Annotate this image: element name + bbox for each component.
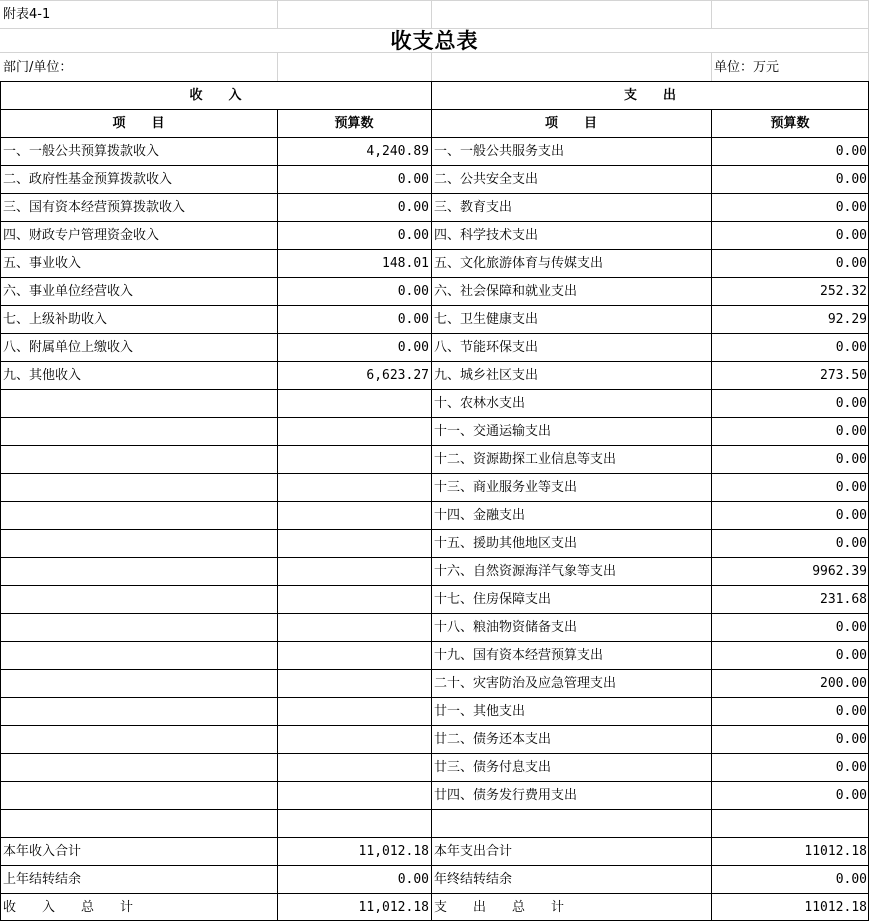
expense-item-cell[interactable]: 八、节能环保支出 [434, 339, 539, 355]
expense-value-cell[interactable]: 0.00 [835, 143, 867, 159]
grid-line [0, 81, 869, 82]
income-value-cell[interactable]: 148.01 [382, 255, 429, 271]
grid-line [277, 0, 278, 28]
income-value-cell[interactable]: 11,012.18 [358, 899, 429, 915]
income-value-cell[interactable] [277, 641, 431, 669]
expense-item-cell[interactable]: 廿四、债务发行费用支出 [434, 787, 578, 803]
expense-value-cell[interactable]: 0.00 [835, 731, 867, 747]
expense-value-cell[interactable]: 0.00 [835, 339, 867, 355]
income-value-cell[interactable]: 0.00 [397, 871, 429, 887]
income-item-cell[interactable]: 上年结转结余 [3, 871, 82, 887]
income-value-cell[interactable] [277, 389, 431, 417]
income-item-cell[interactable] [0, 697, 277, 725]
income-item-cell[interactable]: 收 入 总 计 [3, 899, 134, 915]
income-item-cell[interactable] [0, 585, 277, 613]
expense-section-header[interactable]: 支 出 [623, 87, 676, 103]
income-value-cell[interactable] [277, 613, 431, 641]
expense-item-cell[interactable]: 二十、灾害防治及应急管理支出 [434, 675, 617, 691]
expense-item-cell[interactable]: 十、农林水支出 [434, 395, 526, 411]
income-value-cell[interactable] [277, 529, 431, 557]
expense-value-cell[interactable]: 9962.39 [812, 563, 867, 579]
grid-line [0, 697, 869, 698]
income-item-cell[interactable]: 五、事业收入 [3, 255, 82, 271]
expense-item-cell[interactable]: 十三、商业服务业等支出 [434, 479, 578, 495]
income-item-cell[interactable]: 四、财政专户管理资金收入 [3, 227, 160, 243]
income-item-cell[interactable]: 九、其他收入 [3, 367, 82, 383]
income-item-cell[interactable] [0, 809, 277, 837]
expense-value-cell[interactable]: 0.00 [835, 171, 867, 187]
grid-line [277, 53, 278, 81]
department-label[interactable]: 部门/单位： [3, 59, 73, 75]
expense-item-cell[interactable]: 廿三、债务付息支出 [434, 759, 552, 775]
grid-line [0, 781, 869, 782]
income-value-cell[interactable]: 0.00 [397, 339, 429, 355]
income-item-cell[interactable] [0, 669, 277, 697]
income-value-cell[interactable]: 0.00 [397, 227, 429, 243]
expense-item-cell[interactable]: 二、公共安全支出 [434, 171, 539, 187]
income-item-cell[interactable] [0, 641, 277, 669]
grid-line [0, 361, 869, 362]
income-value-cell[interactable] [277, 445, 431, 473]
income-value-cell[interactable] [277, 585, 431, 613]
grid-line [711, 109, 712, 921]
grid-line [0, 389, 869, 390]
income-value-cell[interactable] [277, 417, 431, 445]
grid-line [0, 137, 869, 138]
expense-value-cell[interactable]: 0.00 [835, 787, 867, 803]
grid-line [0, 52, 869, 53]
unit-label[interactable]: 单位：万元 [714, 59, 780, 75]
expense-value-cell[interactable]: 273.50 [820, 367, 867, 383]
income-item-cell[interactable]: 八、附属单位上缴收入 [3, 339, 134, 355]
expense-item-cell[interactable]: 十五、援助其他地区支出 [434, 535, 578, 551]
expense-item-cell[interactable]: 十六、自然资源海洋气象等支出 [434, 563, 617, 579]
grid-line [0, 753, 869, 754]
expense-item-cell[interactable]: 支 出 总 计 [434, 899, 565, 915]
grid-line [0, 333, 869, 334]
income-value-cell[interactable]: 0.00 [397, 171, 429, 187]
income-item-cell[interactable]: 一、一般公共预算拨款收入 [3, 143, 160, 159]
income-item-cell[interactable]: 六、事业单位经营收入 [3, 283, 134, 299]
income-value-cell[interactable] [277, 669, 431, 697]
expense-value-cell[interactable]: 0.00 [835, 871, 867, 887]
expense-value-cell[interactable]: 0.00 [835, 535, 867, 551]
income-item-column-header[interactable]: 项 目 [112, 115, 165, 131]
expense-value-cell[interactable]: 0.00 [835, 619, 867, 635]
income-value-cell[interactable]: 4,240.89 [366, 143, 429, 159]
expense-item-cell[interactable]: 一、一般公共服务支出 [434, 143, 565, 159]
grid-line [0, 249, 869, 250]
income-section-header[interactable]: 收 入 [189, 87, 242, 103]
expense-item-cell[interactable]: 廿二、债务还本支出 [434, 731, 552, 747]
grid-line [0, 473, 869, 474]
expense-value-cell[interactable] [711, 809, 869, 837]
page-title[interactable]: 收支总表 [390, 29, 479, 53]
income-value-cell[interactable]: 6,623.27 [366, 367, 429, 383]
income-value-cell[interactable] [277, 809, 431, 837]
grid-line [0, 221, 869, 222]
income-value-cell[interactable] [277, 725, 431, 753]
grid-line [0, 669, 869, 670]
income-item-cell[interactable] [0, 781, 277, 809]
expense-value-cell[interactable]: 0.00 [835, 423, 867, 439]
income-value-cell[interactable]: 0.00 [397, 199, 429, 215]
expense-item-cell[interactable]: 十四、金融支出 [434, 507, 526, 523]
expense-value-cell[interactable]: 11012.18 [804, 843, 867, 859]
grid-line [0, 0, 869, 1]
income-item-cell[interactable]: 二、政府性基金预算拨款收入 [3, 171, 173, 187]
income-item-cell[interactable] [0, 557, 277, 585]
grid-line [431, 53, 432, 81]
expense-item-cell[interactable]: 十八、粮油物资储备支出 [434, 619, 578, 635]
grid-line [0, 277, 869, 278]
income-item-cell[interactable] [0, 445, 277, 473]
grid-line [0, 417, 869, 418]
expense-item-column-header[interactable]: 项 目 [544, 115, 597, 131]
expense-item-cell[interactable]: 六、社会保障和就业支出 [434, 283, 578, 299]
grid-line [431, 81, 432, 921]
grid-line [0, 613, 869, 614]
income-value-cell[interactable] [277, 473, 431, 501]
income-item-cell[interactable] [0, 389, 277, 417]
expense-item-cell[interactable]: 本年支出合计 [434, 843, 513, 859]
expense-value-cell[interactable]: 0.00 [835, 227, 867, 243]
expense-item-cell[interactable]: 十九、国有资本经营预算支出 [434, 647, 604, 663]
expense-value-cell[interactable]: 11012.18 [804, 899, 867, 915]
income-item-cell[interactable] [0, 529, 277, 557]
income-value-cell[interactable]: 11,012.18 [358, 843, 429, 859]
expense-value-cell[interactable]: 0.00 [835, 395, 867, 411]
expense-value-cell[interactable]: 0.00 [835, 507, 867, 523]
income-item-cell[interactable] [0, 417, 277, 445]
income-item-cell[interactable]: 本年收入合计 [3, 843, 82, 859]
income-value-cell[interactable]: 0.00 [397, 283, 429, 299]
grid-line [277, 109, 278, 921]
expense-value-cell[interactable]: 200.00 [820, 675, 867, 691]
grid-line [431, 0, 432, 28]
income-value-cell[interactable]: 0.00 [397, 311, 429, 327]
income-item-cell[interactable]: 三、国有资本经营预算拨款收入 [3, 199, 186, 215]
grid-line [0, 585, 869, 586]
grid-line [0, 28, 869, 29]
grid-line [0, 109, 869, 110]
expense-item-cell[interactable]: 十二、资源勘探工业信息等支出 [434, 451, 617, 467]
income-item-cell[interactable] [0, 613, 277, 641]
expense-item-cell[interactable] [431, 809, 711, 837]
grid-line [0, 725, 869, 726]
grid-line [0, 865, 869, 866]
grid-line [711, 53, 712, 81]
income-value-cell[interactable] [277, 781, 431, 809]
expense-item-cell[interactable]: 廿一、其他支出 [434, 703, 526, 719]
expense-budget-column-header[interactable]: 预算数 [770, 115, 810, 131]
grid-line [0, 529, 869, 530]
grid-line [0, 305, 869, 306]
grid-line [0, 193, 869, 194]
income-item-cell[interactable] [0, 473, 277, 501]
grid-line [0, 837, 869, 838]
table-caption[interactable]: 附表4-1 [3, 7, 51, 22]
income-item-cell[interactable]: 七、上级补助收入 [3, 311, 108, 327]
expense-item-cell[interactable]: 三、教育支出 [434, 199, 513, 215]
grid-line [0, 641, 869, 642]
grid-line [711, 0, 712, 28]
expense-value-cell[interactable]: 0.00 [835, 647, 867, 663]
income-value-cell[interactable] [277, 501, 431, 529]
expense-value-cell[interactable]: 0.00 [835, 479, 867, 495]
expense-value-cell[interactable]: 0.00 [835, 199, 867, 215]
expense-value-cell[interactable]: 231.68 [820, 591, 867, 607]
grid-line [0, 809, 869, 810]
income-budget-column-header[interactable]: 预算数 [334, 115, 374, 131]
income-value-cell[interactable] [277, 753, 431, 781]
expense-value-cell[interactable]: 252.32 [820, 283, 867, 299]
income-item-cell[interactable] [0, 725, 277, 753]
expense-item-cell[interactable]: 十七、住房保障支出 [434, 591, 552, 607]
expense-value-cell[interactable]: 0.00 [835, 759, 867, 775]
expense-value-cell[interactable]: 92.29 [827, 311, 867, 327]
grid-line [0, 81, 1, 921]
income-item-cell[interactable] [0, 753, 277, 781]
expense-item-cell[interactable]: 五、文化旅游体育与传媒支出 [434, 255, 604, 271]
grid-line [0, 501, 869, 502]
expense-item-cell[interactable]: 四、科学技术支出 [434, 227, 539, 243]
expense-item-cell[interactable]: 七、卫生健康支出 [434, 311, 539, 327]
income-value-cell[interactable] [277, 697, 431, 725]
grid-line [0, 165, 869, 166]
expense-item-cell[interactable]: 九、城乡社区支出 [434, 367, 539, 383]
grid-line [0, 893, 869, 894]
expense-value-cell[interactable]: 0.00 [835, 255, 867, 271]
expense-item-cell[interactable]: 十一、交通运输支出 [434, 423, 552, 439]
expense-value-cell[interactable]: 0.00 [835, 703, 867, 719]
income-value-cell[interactable] [277, 557, 431, 585]
grid-line [0, 557, 869, 558]
expense-value-cell[interactable]: 0.00 [835, 451, 867, 467]
income-item-cell[interactable] [0, 501, 277, 529]
expense-item-cell[interactable]: 年终结转结余 [434, 871, 513, 887]
grid-line [0, 445, 869, 446]
